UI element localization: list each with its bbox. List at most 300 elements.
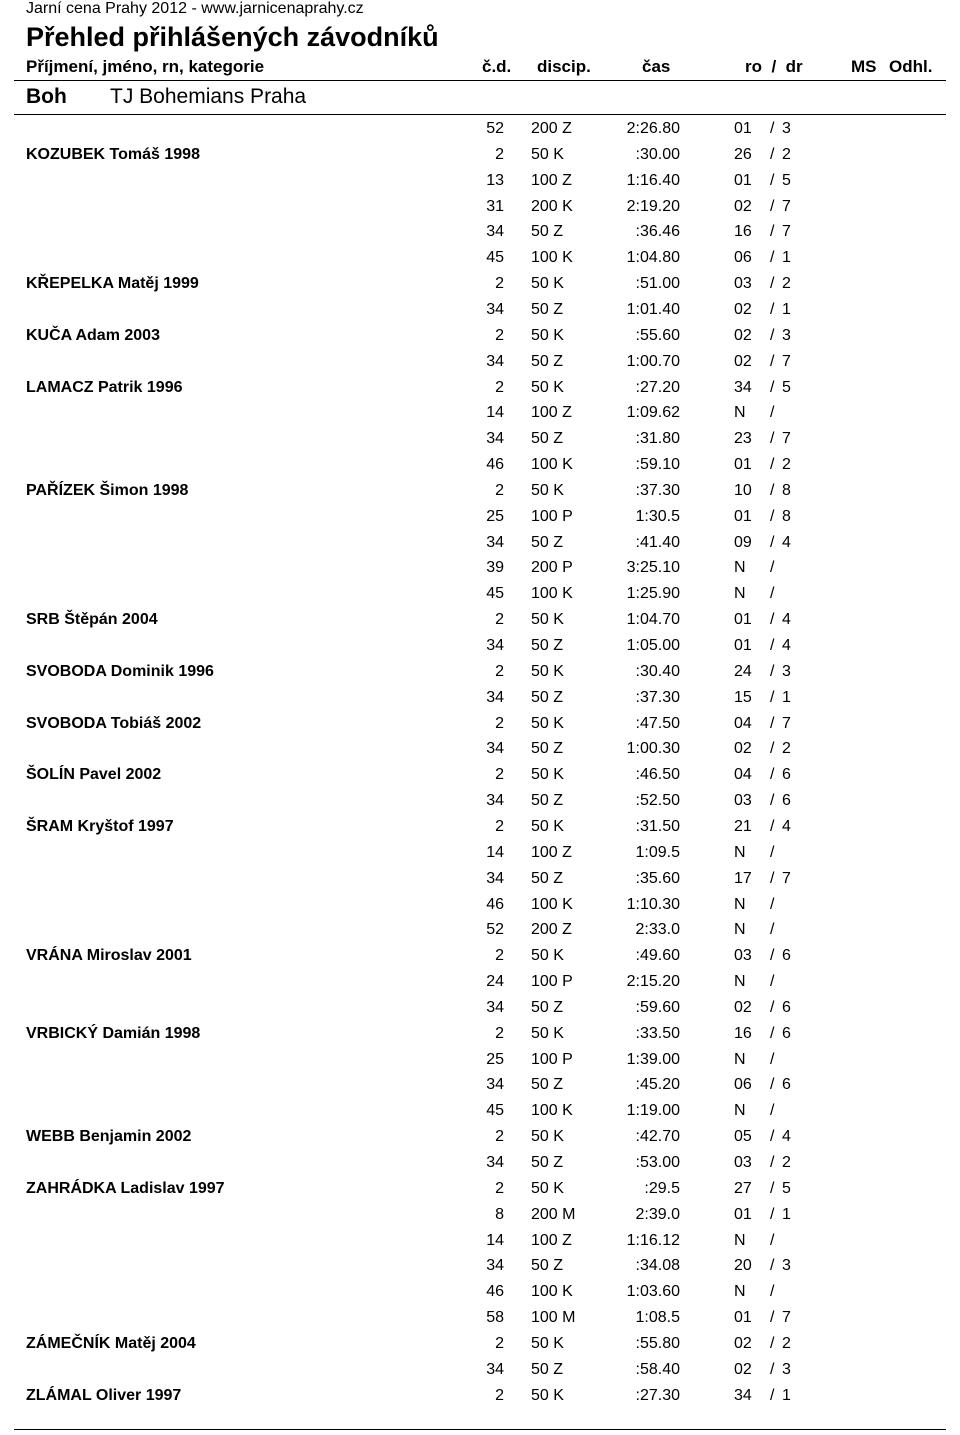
lane-number: 4 bbox=[782, 1128, 791, 1146]
discipline: 50 Z bbox=[531, 352, 564, 370]
lane-number: 6 bbox=[782, 766, 791, 784]
event-number: 2 bbox=[495, 714, 504, 732]
lane-number: 3 bbox=[782, 1360, 791, 1378]
event-number: 34 bbox=[486, 1154, 504, 1171]
entry-time: :33.50 bbox=[635, 1024, 680, 1042]
heat-number: 04 bbox=[734, 714, 752, 732]
discipline: 100 P bbox=[531, 973, 573, 991]
swimmer-name: SRB Štěpán 2004 bbox=[26, 611, 158, 629]
lane-number: 4 bbox=[782, 637, 791, 654]
entry-time: 1:25.90 bbox=[626, 585, 680, 603]
entry-time: :59.10 bbox=[635, 456, 680, 474]
event-number: 2 bbox=[495, 1179, 504, 1197]
table-row bbox=[0, 249, 960, 271]
swimmer-name: SVOBODA Dominik 1996 bbox=[26, 662, 214, 680]
table-row bbox=[0, 921, 960, 943]
table-row bbox=[0, 1051, 960, 1073]
discipline: 50 Z bbox=[531, 637, 564, 654]
heat-number: 02 bbox=[734, 326, 752, 344]
discipline: 50 K bbox=[531, 1024, 564, 1042]
heat-number: 01 bbox=[734, 171, 752, 189]
discipline: 100 K bbox=[531, 456, 573, 474]
table-row bbox=[0, 611, 960, 633]
entry-time: 2:15.20 bbox=[626, 973, 680, 991]
entry-time: 1:09.62 bbox=[626, 404, 680, 422]
slash-separator: / bbox=[770, 1231, 775, 1249]
table-row bbox=[0, 1283, 960, 1305]
heat-number: 01 bbox=[734, 507, 752, 525]
discipline: 50 Z bbox=[531, 300, 564, 318]
table-row bbox=[0, 327, 960, 349]
lane-number: 7 bbox=[782, 714, 791, 732]
discipline: 50 K bbox=[531, 145, 564, 163]
event-number: 2 bbox=[495, 275, 504, 293]
heat-number: 16 bbox=[734, 223, 752, 241]
event-number: 14 bbox=[486, 843, 504, 861]
entry-time: :53.00 bbox=[635, 1154, 680, 1171]
discipline: 50 K bbox=[531, 378, 564, 396]
entry-time: 1:09.5 bbox=[635, 843, 680, 861]
discipline: 50 Z bbox=[531, 998, 564, 1016]
lane-number: 6 bbox=[782, 1076, 791, 1094]
entry-time: 1:39.00 bbox=[626, 1050, 680, 1068]
slash-separator: / bbox=[770, 843, 775, 861]
heat-number: 04 bbox=[734, 766, 752, 784]
heat-number: N bbox=[734, 973, 746, 991]
discipline: 200 P bbox=[531, 559, 573, 577]
event-number: 52 bbox=[486, 921, 504, 939]
heat-number: 02 bbox=[734, 352, 752, 370]
slash-separator: / bbox=[770, 947, 775, 965]
discipline: 50 Z bbox=[531, 869, 564, 887]
discipline: 50 Z bbox=[531, 1154, 564, 1171]
table-row bbox=[0, 1076, 960, 1098]
event-number: 34 bbox=[486, 688, 504, 706]
entry-time: 2:33.0 bbox=[635, 921, 680, 939]
slash-separator: / bbox=[770, 817, 775, 835]
slash-separator: / bbox=[770, 1128, 775, 1146]
heat-number: 03 bbox=[734, 792, 752, 810]
entry-time: :45.20 bbox=[635, 1076, 680, 1094]
table-row bbox=[0, 740, 960, 762]
lane-number: 7 bbox=[782, 1309, 791, 1327]
discipline: 100 K bbox=[531, 895, 573, 913]
event-number: 13 bbox=[486, 171, 504, 189]
lane-number: 4 bbox=[782, 817, 791, 835]
discipline: 100 K bbox=[531, 1283, 573, 1301]
entry-time: 1:05.00 bbox=[626, 637, 680, 654]
discipline: 50 K bbox=[531, 326, 564, 344]
event-number: 34 bbox=[486, 869, 504, 887]
event-number: 45 bbox=[486, 1102, 504, 1120]
table-row bbox=[0, 689, 960, 711]
discipline: 50 Z bbox=[531, 1076, 564, 1094]
heat-number: 27 bbox=[734, 1179, 752, 1197]
table-row bbox=[0, 1361, 960, 1383]
table-row bbox=[0, 223, 960, 245]
discipline: 50 K bbox=[531, 1128, 564, 1146]
entry-time: 1:01.40 bbox=[626, 300, 680, 318]
entry-time: :30.40 bbox=[635, 662, 680, 680]
swimmer-name: LAMACZ Patrik 1996 bbox=[26, 378, 183, 396]
entry-time: :41.40 bbox=[635, 533, 680, 551]
table-row bbox=[0, 198, 960, 220]
discipline: 50 K bbox=[531, 1179, 564, 1197]
heat-number: 23 bbox=[734, 430, 752, 448]
slash-separator: / bbox=[770, 1360, 775, 1378]
heat-number: 03 bbox=[734, 1154, 752, 1171]
entry-time: :29.5 bbox=[644, 1179, 680, 1197]
event-number: 39 bbox=[486, 559, 504, 577]
heat-number: 16 bbox=[734, 1024, 752, 1042]
slash-separator: / bbox=[770, 326, 775, 344]
table-row bbox=[0, 1309, 960, 1331]
slash-separator: / bbox=[770, 585, 775, 603]
heat-number: 01 bbox=[734, 611, 752, 629]
entry-time: 1:08.5 bbox=[635, 1309, 680, 1327]
lane-number: 3 bbox=[782, 1257, 791, 1275]
heat-number: 26 bbox=[734, 145, 752, 163]
heat-number: N bbox=[734, 1231, 746, 1249]
lane-number: 6 bbox=[782, 1024, 791, 1042]
slash-separator: / bbox=[770, 533, 775, 551]
slash-separator: / bbox=[770, 973, 775, 991]
entry-time: :49.60 bbox=[635, 947, 680, 965]
event-number: 46 bbox=[486, 1283, 504, 1301]
discipline: 200 M bbox=[531, 1205, 576, 1223]
slash-separator: / bbox=[770, 249, 775, 267]
lane-number: 6 bbox=[782, 947, 791, 965]
entry-time: 1:04.80 bbox=[626, 249, 680, 267]
swimmer-name: ZAHRÁDKA Ladislav 1997 bbox=[26, 1179, 225, 1197]
heat-number: N bbox=[734, 404, 746, 422]
table-row bbox=[0, 430, 960, 452]
discipline: 50 K bbox=[531, 611, 564, 629]
lane-number: 1 bbox=[782, 300, 791, 318]
heat-number: 01 bbox=[734, 637, 752, 654]
table-row bbox=[0, 508, 960, 530]
heat-number: 06 bbox=[734, 249, 752, 267]
table-row bbox=[0, 663, 960, 685]
event-number: 34 bbox=[486, 1257, 504, 1275]
heat-number: 09 bbox=[734, 533, 752, 551]
slash-separator: / bbox=[770, 1024, 775, 1042]
table-row bbox=[0, 559, 960, 581]
heat-number: 06 bbox=[734, 1076, 752, 1094]
entry-time: :52.50 bbox=[635, 792, 680, 810]
heat-number: 02 bbox=[734, 300, 752, 318]
column-header-odhl: Odhl. bbox=[889, 57, 933, 76]
entry-time: 1:30.5 bbox=[635, 507, 680, 525]
page-title: Přehled přihlášených závodníků bbox=[26, 22, 439, 52]
entry-time: 1:00.30 bbox=[626, 740, 680, 758]
table-row bbox=[0, 120, 960, 142]
slash-separator: / bbox=[770, 145, 775, 163]
event-number: 34 bbox=[486, 223, 504, 241]
event-number: 34 bbox=[486, 998, 504, 1016]
entry-time: 1:04.70 bbox=[626, 611, 680, 629]
event-number: 34 bbox=[486, 740, 504, 758]
swimmer-name: KŘEPELKA Matěj 1999 bbox=[26, 275, 199, 293]
table-row bbox=[0, 637, 960, 659]
table-row bbox=[0, 999, 960, 1021]
lane-number: 7 bbox=[782, 197, 791, 215]
slash-separator: / bbox=[770, 1283, 775, 1301]
entry-time: :30.00 bbox=[635, 145, 680, 163]
entry-time: 1:16.40 bbox=[626, 171, 680, 189]
entry-time: 2:26.80 bbox=[626, 120, 680, 137]
entry-time: 2:19.20 bbox=[626, 197, 680, 215]
event-number: 2 bbox=[495, 1024, 504, 1042]
slash-separator: / bbox=[770, 404, 775, 422]
event-number: 25 bbox=[486, 1050, 504, 1068]
table-row bbox=[0, 1387, 960, 1409]
discipline: 100 Z bbox=[531, 171, 572, 189]
table-row bbox=[0, 482, 960, 504]
table-row bbox=[0, 585, 960, 607]
table-row bbox=[0, 766, 960, 788]
discipline: 50 Z bbox=[531, 740, 564, 758]
entry-time: :51.00 bbox=[635, 275, 680, 293]
event-number: 2 bbox=[495, 378, 504, 396]
slash-separator: / bbox=[770, 275, 775, 293]
table-row bbox=[0, 353, 960, 375]
club-name: TJ Bohemians Praha bbox=[110, 85, 307, 108]
heat-number: 02 bbox=[734, 197, 752, 215]
entry-time: :35.60 bbox=[635, 869, 680, 887]
entry-time: :55.60 bbox=[635, 326, 680, 344]
heat-number: N bbox=[734, 1283, 746, 1301]
heat-number: N bbox=[734, 1050, 746, 1068]
heat-number: N bbox=[734, 585, 746, 603]
slash-separator: / bbox=[770, 869, 775, 887]
slash-separator: / bbox=[770, 766, 775, 784]
table-row bbox=[0, 947, 960, 969]
table-row bbox=[0, 275, 960, 297]
discipline: 100 K bbox=[531, 585, 573, 603]
slash-separator: / bbox=[770, 740, 775, 758]
entry-time: :55.80 bbox=[635, 1334, 680, 1352]
event-number: 2 bbox=[495, 947, 504, 965]
heat-number: 10 bbox=[734, 481, 752, 499]
event-number: 2 bbox=[495, 817, 504, 835]
entry-time: 1:16.12 bbox=[626, 1231, 680, 1249]
lane-number: 3 bbox=[782, 120, 791, 137]
slash-separator: / bbox=[770, 120, 775, 137]
slash-separator: / bbox=[770, 895, 775, 913]
lane-number: 7 bbox=[782, 869, 791, 887]
table-row bbox=[0, 301, 960, 323]
discipline: 50 K bbox=[531, 714, 564, 732]
event-number: 2 bbox=[495, 326, 504, 344]
slash-separator: / bbox=[770, 1205, 775, 1223]
lane-number: 7 bbox=[782, 223, 791, 241]
slash-separator: / bbox=[770, 456, 775, 474]
event-number: 2 bbox=[495, 145, 504, 163]
event-number: 2 bbox=[495, 662, 504, 680]
discipline: 50 K bbox=[531, 1334, 564, 1352]
table-row bbox=[0, 1257, 960, 1279]
slash-separator: / bbox=[770, 1102, 775, 1120]
discipline: 50 K bbox=[531, 275, 564, 293]
slash-separator: / bbox=[770, 662, 775, 680]
entry-time: :42.70 bbox=[635, 1128, 680, 1146]
footer-divider bbox=[14, 1429, 946, 1430]
slash-separator: / bbox=[770, 352, 775, 370]
slash-separator: / bbox=[770, 998, 775, 1016]
slash-separator: / bbox=[770, 637, 775, 654]
table-row bbox=[0, 379, 960, 401]
entry-time: 1:03.60 bbox=[626, 1283, 680, 1301]
table-row bbox=[0, 1154, 960, 1176]
lane-number: 4 bbox=[782, 533, 791, 551]
table-row bbox=[0, 818, 960, 840]
swimmer-name: ZLÁMAL Oliver 1997 bbox=[26, 1386, 182, 1404]
discipline: 100 P bbox=[531, 507, 573, 525]
event-number: 46 bbox=[486, 895, 504, 913]
swimmer-name: KUČA Adam 2003 bbox=[26, 326, 160, 344]
event-number: 34 bbox=[486, 352, 504, 370]
heat-number: N bbox=[734, 921, 746, 939]
lane-number: 4 bbox=[782, 611, 791, 629]
entry-time: :34.08 bbox=[635, 1257, 680, 1275]
swimmer-name: SVOBODA Tobiáš 2002 bbox=[26, 714, 202, 732]
heat-number: N bbox=[734, 1102, 746, 1120]
slash-separator: / bbox=[770, 688, 775, 706]
table-row bbox=[0, 534, 960, 556]
lane-number: 5 bbox=[782, 378, 791, 396]
table-row bbox=[0, 792, 960, 814]
table-row bbox=[0, 1102, 960, 1124]
discipline: 50 Z bbox=[531, 1360, 564, 1378]
event-number: 2 bbox=[495, 1386, 504, 1404]
slash-separator: / bbox=[770, 1154, 775, 1171]
entry-time: :36.46 bbox=[635, 223, 680, 241]
heat-number: 01 bbox=[734, 456, 752, 474]
swimmer-name: WEBB Benjamin 2002 bbox=[26, 1128, 192, 1146]
heat-number: 03 bbox=[734, 947, 752, 965]
entry-time: :37.30 bbox=[635, 688, 680, 706]
lane-number: 7 bbox=[782, 352, 791, 370]
lane-number: 1 bbox=[782, 1386, 791, 1404]
entry-time: :27.30 bbox=[635, 1386, 680, 1404]
table-row bbox=[0, 1335, 960, 1357]
table-row bbox=[0, 404, 960, 426]
lane-number: 8 bbox=[782, 507, 791, 525]
slash-separator: / bbox=[770, 559, 775, 577]
event-number: 45 bbox=[486, 585, 504, 603]
slash-separator: / bbox=[770, 1386, 775, 1404]
table-row bbox=[0, 1206, 960, 1228]
heat-number: 24 bbox=[734, 662, 752, 680]
slash-separator: / bbox=[770, 300, 775, 318]
heat-number: 17 bbox=[734, 869, 752, 887]
discipline: 200 Z bbox=[531, 921, 572, 939]
table-row bbox=[0, 1232, 960, 1254]
slash-separator: / bbox=[770, 1309, 775, 1327]
slash-separator: / bbox=[770, 481, 775, 499]
slash-separator: / bbox=[770, 1076, 775, 1094]
discipline: 50 Z bbox=[531, 792, 564, 810]
event-number: 34 bbox=[486, 430, 504, 448]
lane-number: 2 bbox=[782, 740, 791, 758]
event-number: 34 bbox=[486, 1076, 504, 1094]
discipline: 50 Z bbox=[531, 223, 564, 241]
lane-number: 7 bbox=[782, 430, 791, 448]
discipline: 50 K bbox=[531, 766, 564, 784]
site-header: Jarní cena Prahy 2012 - www.jarnicenaprahy.cz bbox=[26, 0, 364, 17]
entry-time: :31.80 bbox=[635, 430, 680, 448]
lane-number: 1 bbox=[782, 249, 791, 267]
heat-number: 05 bbox=[734, 1128, 752, 1146]
event-number: 14 bbox=[486, 1231, 504, 1249]
table-row bbox=[0, 456, 960, 478]
entry-time: :37.30 bbox=[635, 481, 680, 499]
event-number: 2 bbox=[495, 1128, 504, 1146]
table-row bbox=[0, 146, 960, 168]
table-row bbox=[0, 172, 960, 194]
entry-time: 1:19.00 bbox=[626, 1102, 680, 1120]
event-number: 34 bbox=[486, 300, 504, 318]
heat-number: 01 bbox=[734, 120, 752, 137]
discipline: 100 P bbox=[531, 1050, 573, 1068]
discipline: 100 Z bbox=[531, 843, 572, 861]
discipline: 100 Z bbox=[531, 1231, 572, 1249]
entry-time: 1:10.30 bbox=[626, 895, 680, 913]
heat-number: 02 bbox=[734, 740, 752, 758]
event-number: 45 bbox=[486, 249, 504, 267]
event-number: 34 bbox=[486, 533, 504, 551]
event-number: 34 bbox=[486, 1360, 504, 1378]
event-number: 14 bbox=[486, 404, 504, 422]
slash-separator: / bbox=[770, 1179, 775, 1197]
slash-separator: / bbox=[770, 611, 775, 629]
lane-number: 2 bbox=[782, 456, 791, 474]
event-number: 34 bbox=[486, 637, 504, 654]
swimmer-name: PAŘÍZEK Šimon 1998 bbox=[26, 481, 189, 499]
discipline: 50 Z bbox=[531, 688, 564, 706]
table-row bbox=[0, 844, 960, 866]
swimmer-name: ŠOLÍN Pavel 2002 bbox=[26, 766, 162, 784]
entry-time: :27.20 bbox=[635, 378, 680, 396]
slash-separator: / bbox=[770, 171, 775, 189]
entry-time: :31.50 bbox=[635, 817, 680, 835]
discipline: 200 K bbox=[531, 197, 573, 215]
lane-number: 1 bbox=[782, 1205, 791, 1223]
heat-number: 01 bbox=[734, 1205, 752, 1223]
event-number: 2 bbox=[495, 766, 504, 784]
heat-number: N bbox=[734, 843, 746, 861]
heat-number: 21 bbox=[734, 817, 752, 835]
event-number: 25 bbox=[486, 507, 504, 525]
table-row bbox=[0, 1128, 960, 1150]
swimmer-name: ZÁMEČNÍK Matěj 2004 bbox=[26, 1334, 196, 1352]
slash-separator: / bbox=[770, 378, 775, 396]
heat-number: N bbox=[734, 895, 746, 913]
discipline: 50 K bbox=[531, 817, 564, 835]
event-number: 34 bbox=[486, 792, 504, 810]
heat-number: 20 bbox=[734, 1257, 752, 1275]
slash-separator: / bbox=[770, 792, 775, 810]
discipline: 100 Z bbox=[531, 404, 572, 422]
event-number: 2 bbox=[495, 481, 504, 499]
discipline: 50 Z bbox=[531, 430, 564, 448]
discipline: 200 Z bbox=[531, 120, 572, 137]
column-header-rodr: ro / dr bbox=[745, 57, 803, 76]
table-row bbox=[0, 1025, 960, 1047]
heat-number: 03 bbox=[734, 275, 752, 293]
swimmer-name: VRÁNA Miroslav 2001 bbox=[26, 947, 192, 965]
